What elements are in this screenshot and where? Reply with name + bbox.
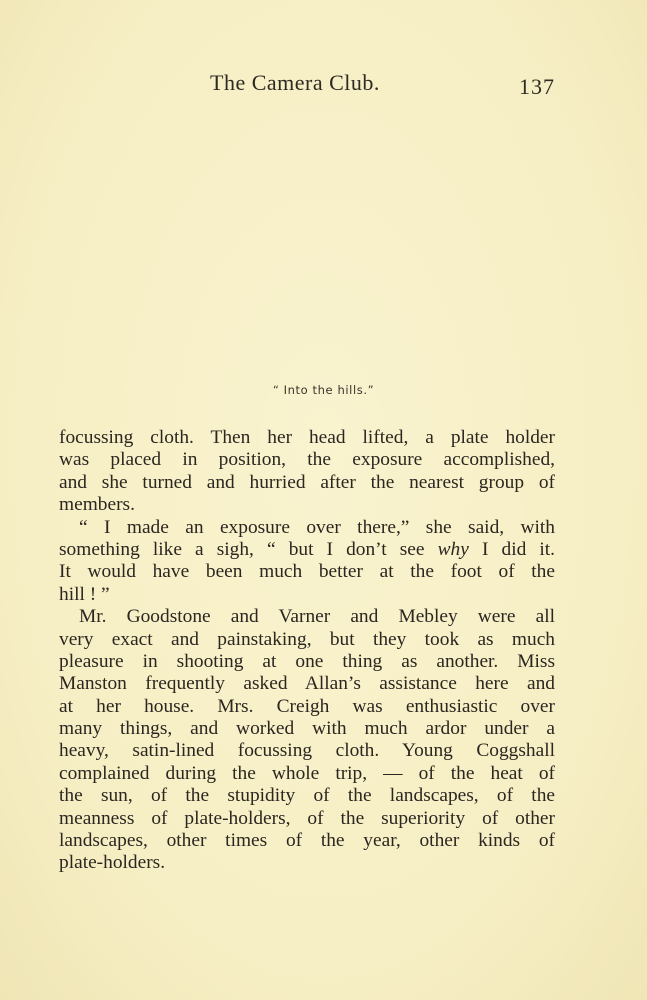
- page-number: 137: [519, 74, 555, 99]
- text-line: was placed in position, the exposure accomplished,: [59, 449, 555, 471]
- text-line: Manston frequently asked Allan’s assistance here and: [59, 673, 555, 695]
- text-line: very exact and painstaking, but they took as much: [59, 628, 555, 650]
- text-segment: I did it.: [468, 538, 555, 560]
- running-head: [0, 70, 647, 100]
- text-line: meanness of plate-holders, of the superiority of other: [59, 807, 555, 829]
- text-line: complained during the whole trip, — of the heat of: [59, 762, 555, 784]
- text-line: members.: [59, 494, 135, 516]
- text-segment: something like a sigh, “ but I don’t see: [59, 538, 425, 560]
- text-line: plate-holders.: [59, 852, 166, 874]
- landscape-photo-icon: [100, 158, 512, 363]
- text-line: [59, 539, 555, 561]
- photo-caption: “ Into the hills.”: [272, 383, 375, 397]
- text-line: at her house. Mrs. Creigh was enthusiastic over: [59, 695, 555, 717]
- text-line: hill ! ”: [59, 583, 110, 605]
- body-text: [59, 427, 555, 875]
- text-line: “ I made an exposure over there,” she said, with: [79, 516, 555, 538]
- text-line: Mr. Goodstone and Varner and Mebley were all: [79, 606, 555, 628]
- emphasized-word: why: [437, 538, 469, 560]
- text-line: landscapes, other times of the year, other kinds of: [59, 830, 555, 852]
- text-line: many things, and worked with much ardor under a: [59, 718, 555, 740]
- text-line: pleasure in shooting at one thing as another. Miss: [59, 650, 555, 672]
- text-line: focussing cloth. Then her head lifted, a plate holder: [59, 427, 555, 448]
- text-line: and she turned and hurried after the nearest group of: [59, 471, 555, 493]
- landscape-photo-plate: [100, 158, 512, 363]
- running-title: The Camera Club.: [210, 70, 380, 95]
- text-line: It would have been much better at the foot of the: [59, 561, 555, 583]
- text-line: heavy, satin-lined focussing cloth. Young Coggshall: [59, 740, 555, 762]
- text-line: the sun, of the stupidity of the landscapes, of the: [59, 785, 555, 807]
